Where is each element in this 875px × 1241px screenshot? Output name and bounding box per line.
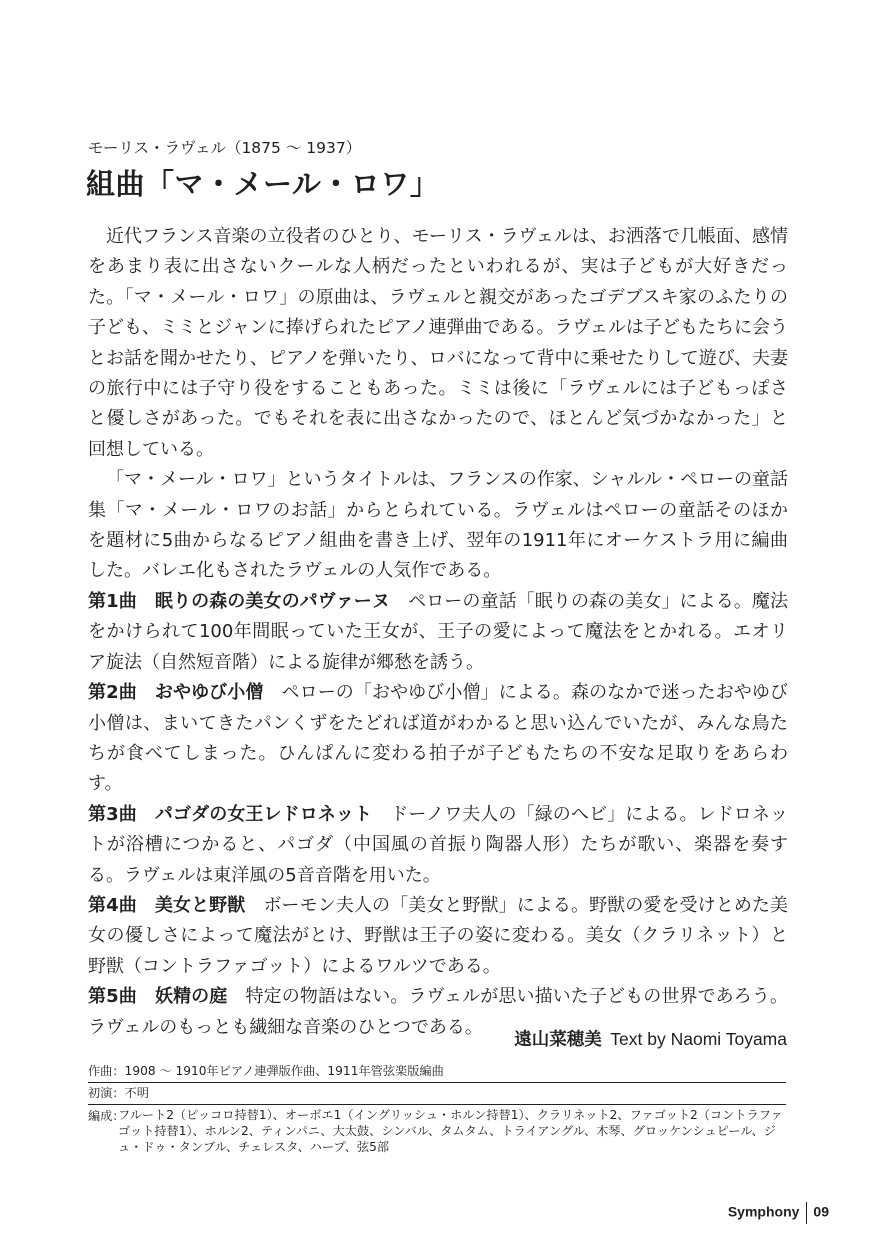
page-footer <box>728 1202 829 1224</box>
author-name-jp: 遠山菜穂美 <box>514 1030 602 1050</box>
author-credit <box>514 1026 787 1051</box>
page-number: 09 <box>813 1203 829 1220</box>
movement-1 <box>88 587 788 678</box>
movement-label: 第1曲 眠りの森の美女のパヴァーヌ <box>88 590 390 612</box>
movement-label: 第4曲 美女と野獣 <box>88 894 246 916</box>
composer-line: モーリス・ラヴェル（1875 ～ 1937） <box>88 139 362 157</box>
paragraph: 近代フランス音楽の立役者のひとり、モーリス・ラヴェルは、お洒落で几帳面、感情をあまり表に出さないクールな人柄だったといわれるが、実は子どもが大好きだった。「マ・メール・ロワ」の原曲は、ラヴェルと親交があったゴデブスキ家のふたりの子ども、ミミとジャンに捧げられたピアノ連弾曲である。ラヴェルは子どもたちに会うとお話を聞かせたり、ピアノを弾いたり、ロバになって背中に乗せたりして遊び、夫妻の旅行中には子守り役をすることもあった。ミミは後に「ラヴェルには子どもっぽさと優しさがあった。でもそれを表に出さなかったので、ほとんど気づかなかった」と回想している。 <box>88 226 788 460</box>
movement-label: 第5曲 妖精の庭 <box>88 986 228 1008</box>
instrumentation-text: フルート2（ピッコロ持替1）、オーボエ1（イングリッシュ・ホルン持替1）、クラリネット2、ファゴット2（コントラファゴット持替1）、ホルン2、ティンパニ、大太鼓、シンバル、タムタム、トライアングル、木琴、グロッケンシュピール、ジュ・ドゥ・タンブル、チェレスタ、ハープ、弦5部 <box>118 1108 783 1154</box>
movement-4 <box>88 891 788 982</box>
movement-3 <box>88 800 788 891</box>
author-name-en: Text by Naomi Toyama <box>610 1029 787 1049</box>
footer-divider <box>806 1202 807 1224</box>
magazine-name: Symphony <box>727 1203 800 1220</box>
movement-text: ペローの童話「眠りの森の美女」による。魔法をかけられて100年間眠っていた王女が、王子の愛によって魔法をとかれる。エオリア旋法（自然短音階）による旋律が郷愁を誘う。 <box>88 590 789 673</box>
composition-info: 作曲：1908 ～ 1910年ピアノ連弾版作曲、1911年管弦楽版編曲 <box>88 1061 786 1083</box>
page-title: 組曲「マ・メール・ロワ」 <box>86 167 440 201</box>
paragraph: 「マ・メール・ロワ」というタイトルは、フランスの作家、シャルル・ペローの童話集「マ・メール・ロワのお話」からとられている。ラヴェルはペローの童話そのほかを題材に5曲からなるピアノ組曲を書き上げ、翌年の1911年にオーケストラ用に編曲した。バレエ化もされたラヴェルの人気作である。 <box>88 469 788 582</box>
work-info <box>88 1061 786 1158</box>
instrumentation-info <box>88 1105 786 1158</box>
instrumentation-label: 編成： <box>88 1109 125 1123</box>
movement-label: 第3曲 パゴダの女王レドロネット <box>88 803 373 825</box>
movement-text: 特定の物語はない。ラヴェルが思い描いた子どもの世界であろう。ラヴェルのもっとも繊細な音楽のひとつである。 <box>88 986 789 1038</box>
premiere-info: 初演：不明 <box>88 1083 786 1105</box>
movement-text: ボーモン夫人の「美女と野獣」による。野獣の愛を受けとめた美女の優しさによって魔法がとけ、野獣は王子の姿に変わる。美女（クラリネット）と野獣（コントラファゴット）によるワルツである。 <box>88 894 789 977</box>
movement-2 <box>88 678 788 800</box>
movement-text: ドーノワ夫人の「緑のへビ」による。レドロネットが浴槽につかると、パゴダ（中国風の首振り陶器人形）たちが歌い、楽器を奏する。ラヴェルは東洋風の5音音階を用いた。 <box>88 803 789 886</box>
movement-text: ペローの「おやゆび小僧」による。森のなかで迷ったおやゆび小僧は、まいてきたパンくずをたどれば道がわかると思い込んでいたが、みんな鳥たちが食べてしまった。ひんぱんに変わる拍子が子どもたちの不安な足取りをあらわす。 <box>88 682 788 795</box>
article-body <box>88 222 788 1043</box>
movement-label: 第2曲 おやゆび小僧 <box>88 682 264 704</box>
